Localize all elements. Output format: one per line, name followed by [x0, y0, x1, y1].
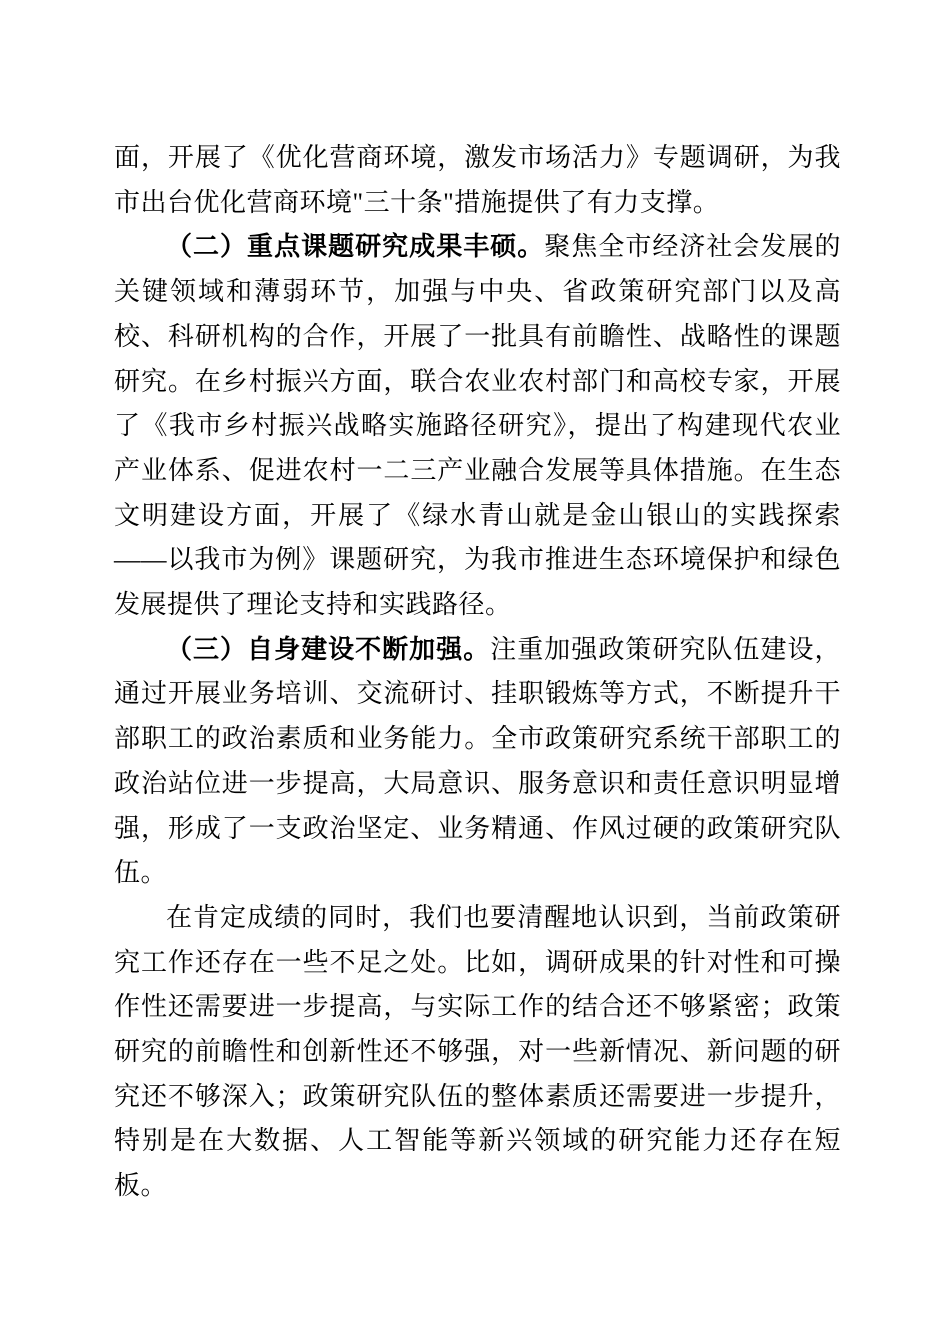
- section-heading-2: （二）重点课题研究成果丰硕。: [166, 232, 545, 262]
- paragraph-text: 注重加强政策研究队伍建设，通过开展业务培训、交流研讨、挂职锻炼等方式，不断提升干部职工的政治素质和业务能力。全市政策研究系统干部职工的政治站位进一步提高，大局意识、服务意识和责任意识明显增强，形成了一支政治坚定、业务精通、作风过硬的政策研究队伍。: [114, 634, 841, 888]
- section-heading-3: （三）自身建设不断加强。: [166, 634, 491, 664]
- paragraph-text: 面，开展了《优化营商环境，激发市场活力》专题调研，为我市出台优化营商环境"三十条"措施提供了有力支撑。: [114, 143, 841, 217]
- paragraph-text: 聚焦全市经济社会发展的关键领域和薄弱环节，加强与中央、省政策研究部门以及高校、科研机构的合作，开展了一批具有前瞻性、战略性的课题研究。在乡村振兴方面，联合农业农村部门和高校专家，开展了《我市乡村振兴战略实施路径研究》，提出了构建现代农业产业体系、促进农村一二三产业融合发展等具体措施。在生态文明建设方面，开展了《绿水青山就是金山银山的实践探索——以我市为例》课题研究，为我市推进生态环境保护和绿色发展提供了理论支持和实践路径。: [114, 232, 841, 620]
- paragraph-continuation: [114, 136, 841, 225]
- paragraph-section-2: [114, 225, 841, 627]
- paragraph-text: 在肯定成绩的同时，我们也要清醒地认识到，当前政策研究工作还存在一些不足之处。比如，调研成果的针对性和可操作性还需要进一步提高，与实际工作的结合还不够紧密；政策研究的前瞻性和创新性还不够强，对一些新情况、新问题的研究还不够深入；政策研究队伍的整体素质还需要进一步提升，特别是在大数据、人工智能等新兴领域的研究能力还存在短板。: [114, 902, 841, 1201]
- paragraph-shortcomings: [114, 896, 841, 1209]
- document-text-block: [114, 136, 841, 1209]
- paragraph-section-3: [114, 628, 841, 896]
